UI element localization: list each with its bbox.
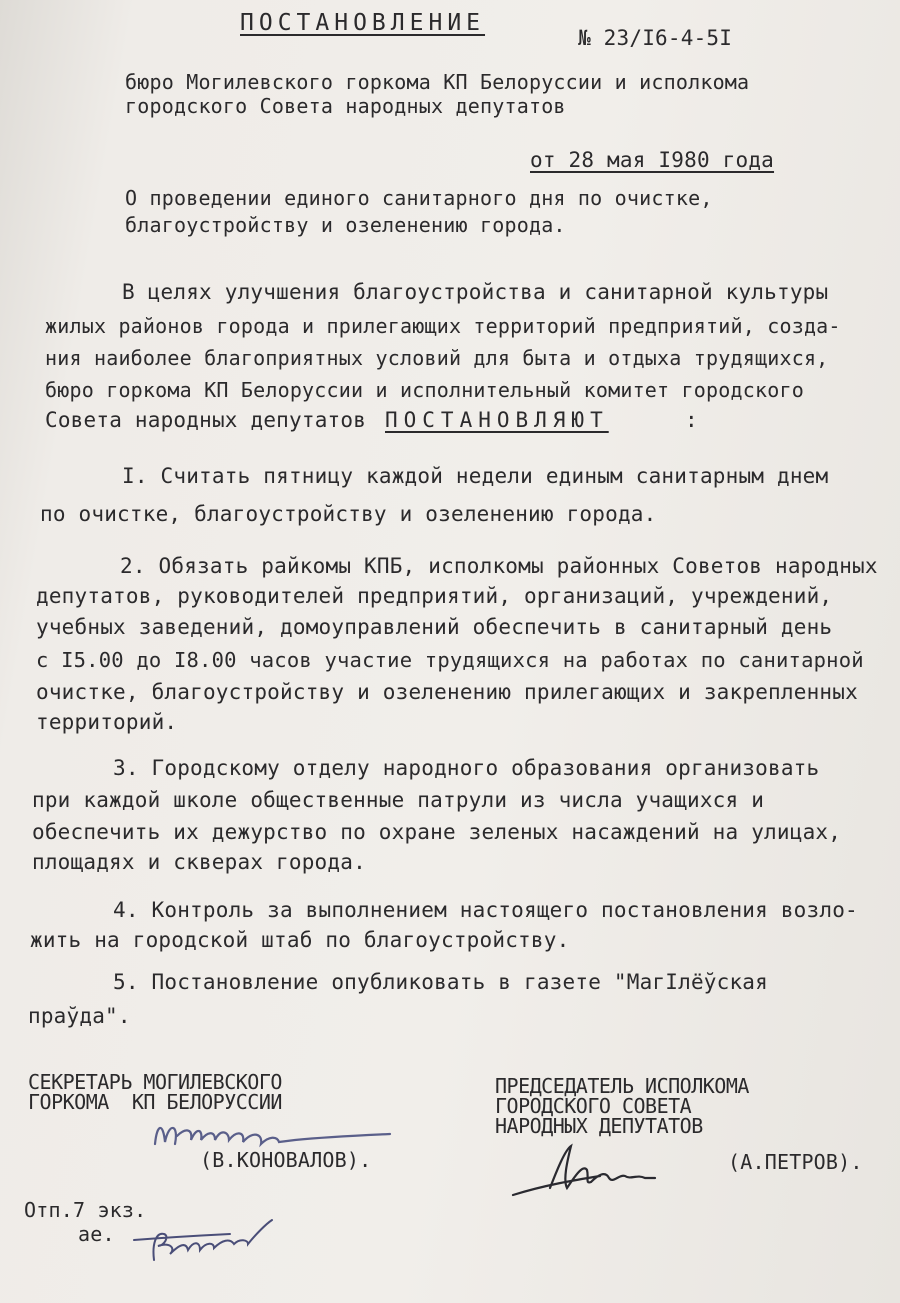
document-date: от 28 мая I980 года — [530, 148, 775, 172]
item-3-line-1: 3. Городскому отделу народного образования организовать — [113, 756, 820, 780]
item-2-line-1: 2. Обязать райкомы КПБ, исполкомы районных Советов народных — [120, 554, 878, 578]
document-title: ПОСТАНОВЛЕНИЕ — [240, 10, 486, 36]
item-3-line-3: обеспечить их дежурство по охране зеленых насаждений на улицах, — [32, 820, 842, 844]
item-4-line-1: 4. Контроль за выполнением настоящего постановления возло- — [113, 898, 858, 922]
left-signer-title-1: СЕКРЕТАРЬ МОГИЛЕВСКОГО — [28, 1070, 282, 1094]
preamble-line-1: В целях улучшения благоустройства и санитарной культуры — [122, 280, 829, 304]
issuer-line-2: городского Совета народных депутатов — [125, 94, 566, 118]
item-2-line-3: учебных заведений, домоуправлений обеспечить в санитарный день — [36, 615, 833, 639]
preamble-line-3: ния наиболее благоприятных условий для быта и отдыха трудящихся, — [45, 346, 829, 370]
left-signature-block — [28, 1072, 282, 1112]
item-2-line-5: очистке, благоустройству и озеленению прилегающих и закрепленных — [36, 680, 858, 704]
item-1-line-2: по очистке, благоустройству и озеленению города. — [40, 502, 657, 526]
issuer-line-1: бюро Могилевского горкома КП Белоруссии и исполкома — [125, 70, 750, 94]
right-signature-block — [495, 1076, 749, 1136]
item-3-line-4: площадях и скверах города. — [32, 850, 366, 874]
left-signer-title-2: ГОРКОМА КП БЕЛОРУССИИ — [28, 1090, 282, 1114]
right-signer-name: (А.ПЕТРОВ). — [728, 1150, 863, 1174]
preamble-line-2: жилых районов города и прилегающих территорий предприятий, созда- — [45, 314, 841, 338]
preamble-line-5: Совета народных депутатов — [45, 408, 367, 432]
resolve-word: ПОСТАНОВЛЯЮТ — [385, 408, 609, 432]
item-5-line-1: 5. Постановление опубликовать в газете "МагIлёўская — [113, 970, 768, 994]
preamble-line-4: бюро горкома КП Белоруссии и исполнительный комитет городского — [45, 378, 804, 402]
right-handwritten-signature — [505, 1140, 705, 1200]
item-4-line-2: жить на городской штаб по благоустройству. — [30, 928, 570, 952]
document-number: № 23/I6-4-5I — [578, 26, 733, 50]
right-signer-title-1: ПРЕДСЕДАТЕЛЬ ИСПОЛКОМА — [495, 1074, 749, 1098]
left-signer-name: (В.КОНОВАЛОВ). — [200, 1148, 372, 1172]
subject-line-2: благоустройству и озеленению города. — [125, 213, 566, 237]
subject-line-1: О проведении единого санитарного дня по очистке, — [125, 186, 713, 210]
item-2-line-6: территорий. — [36, 710, 178, 734]
resolve-colon: : — [685, 408, 698, 432]
right-signer-title-2: ГОРОДСКОГО СОВЕТА — [495, 1094, 692, 1118]
typist-initials: ае. — [78, 1222, 115, 1246]
right-signer-title-3: НАРОДНЫХ ДЕПУТАТОВ — [495, 1114, 703, 1138]
item-5-line-2: праўда". — [28, 1004, 131, 1028]
copies-note: Отп.7 экз. — [24, 1198, 147, 1222]
item-2-line-4: с I5.00 до I8.00 часов участие трудящихся на работах по санитарной — [36, 648, 864, 672]
item-2-line-2: депутатов, руководителей предприятий, организаций, учреждений, — [36, 584, 833, 608]
footer-handwritten-signature — [130, 1214, 300, 1264]
item-3-line-2: при каждой школе общественные патрули из числа учащихся и — [32, 788, 765, 812]
item-1-line-1: I. Считать пятницу каждой недели единым санитарным днем — [122, 464, 829, 488]
